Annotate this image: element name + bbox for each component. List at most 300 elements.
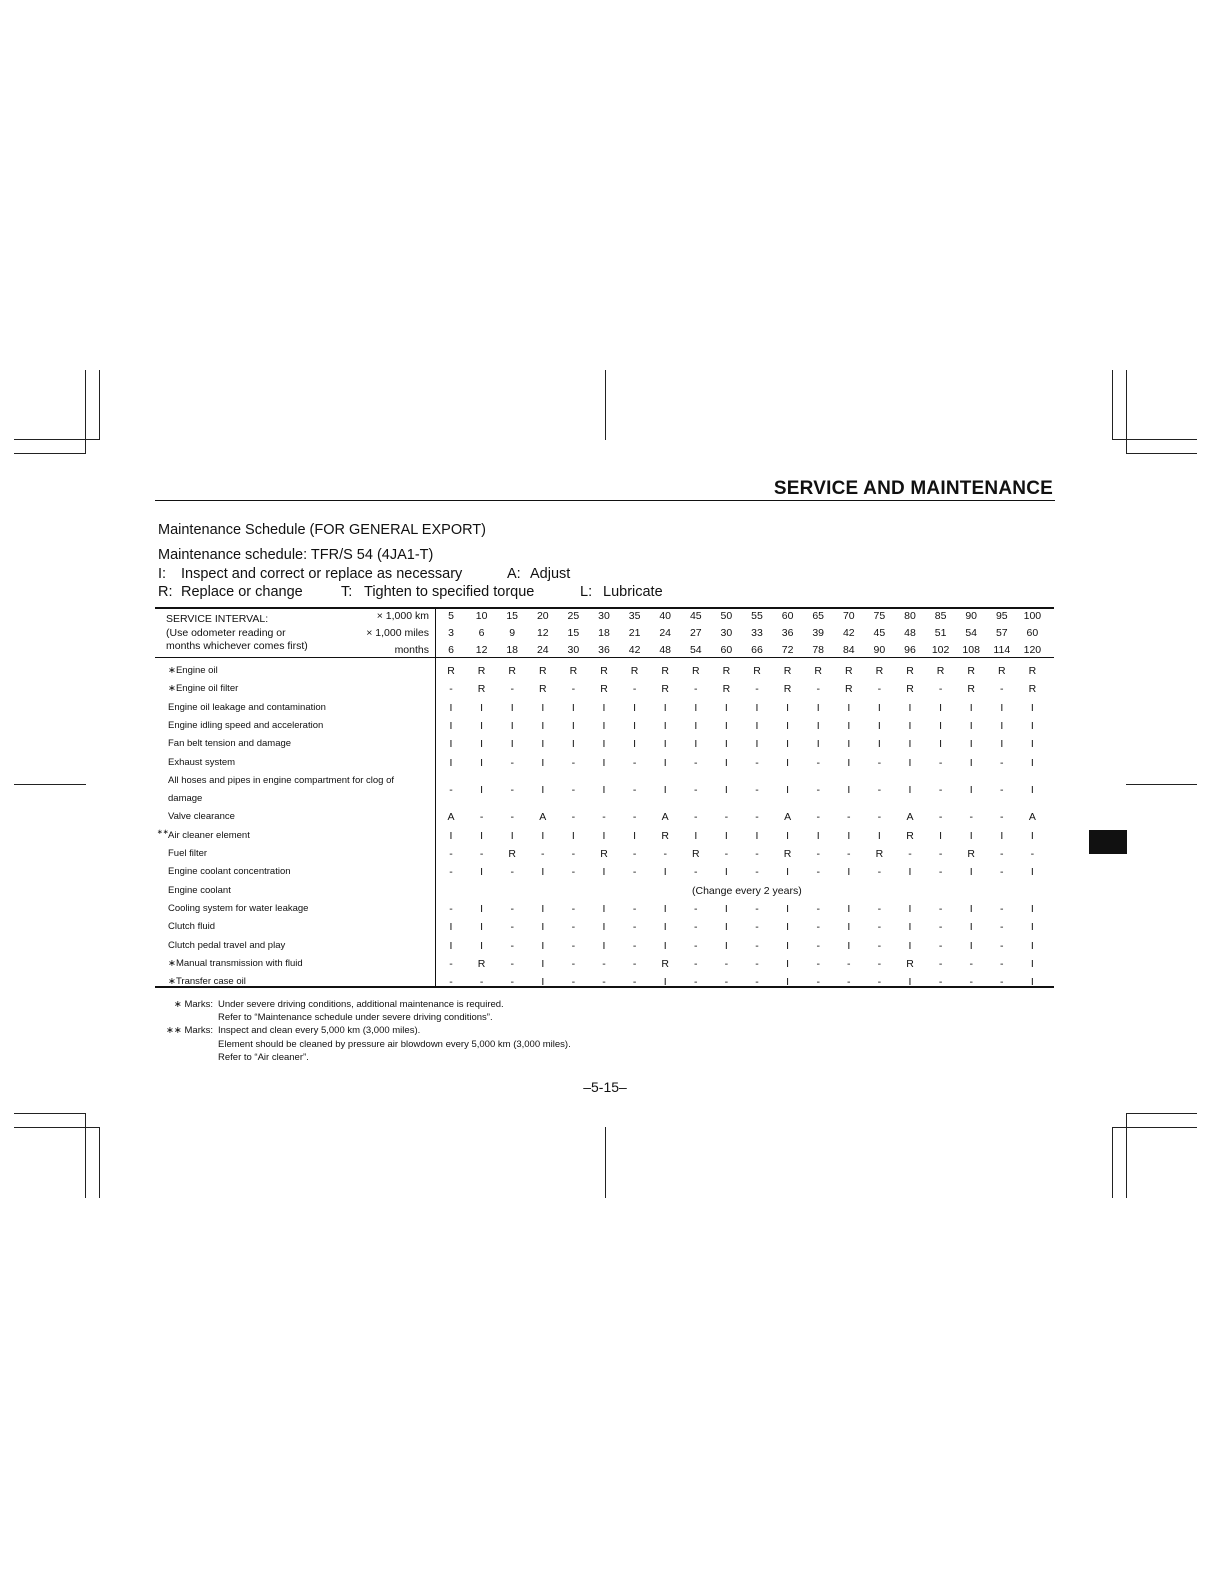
header-miles: 12	[536, 627, 549, 639]
schedule-cell: R	[906, 665, 914, 677]
schedule-cell: I	[541, 976, 545, 989]
schedule-cell: -	[694, 811, 698, 824]
header-miles: 54	[965, 627, 978, 639]
header-km: 55	[751, 610, 763, 622]
schedule-cell: I	[908, 939, 912, 952]
schedule-cell: I	[877, 719, 881, 732]
schedule-cell: I	[724, 738, 728, 751]
schedule-cell: -	[694, 683, 698, 696]
schedule-cell: -	[510, 811, 514, 824]
schedule-cell: R	[967, 683, 975, 696]
schedule-cell: A	[447, 811, 455, 824]
schedule-cell: -	[449, 866, 453, 879]
footnote-line: Element should be cleaned by pressure air blowdown every 5,000 km (3,000 miles).	[218, 1038, 571, 1050]
schedule-cell: R	[845, 683, 853, 696]
item-label: Fan belt tension and damage	[168, 738, 292, 750]
schedule-cell: -	[449, 683, 453, 696]
crop-mark	[1112, 1127, 1197, 1128]
schedule-cell: -	[938, 921, 943, 934]
schedule-cell: -	[816, 811, 820, 824]
header-miles: 9	[509, 627, 516, 639]
schedule-cell: -	[510, 783, 514, 796]
schedule-cell: I	[939, 738, 943, 751]
schedule-cell: I	[969, 756, 973, 769]
schedule-cell: -	[816, 783, 820, 796]
schedule-cell: -	[541, 848, 545, 860]
crop-mark	[14, 439, 100, 440]
schedule-cell: I	[847, 902, 851, 915]
schedule-cell: I	[602, 756, 606, 769]
schedule-cell: -	[877, 902, 882, 915]
header-miles: 3	[448, 627, 454, 639]
schedule-cell: I	[480, 939, 484, 952]
footnote	[165, 998, 571, 1024]
schedule-cell: I	[786, 738, 790, 751]
schedule-cell: R	[539, 665, 547, 677]
schedule-cell: I	[1000, 738, 1004, 751]
schedule-cell: I	[449, 921, 453, 934]
schedule-cell: -	[724, 848, 729, 860]
maintenance-schedule-table	[155, 607, 1054, 988]
schedule-cell: -	[938, 811, 943, 824]
schedule-cell: -	[724, 811, 729, 824]
schedule-cell: -	[510, 957, 514, 970]
schedule-cell: -	[510, 756, 514, 769]
schedule-cell: -	[479, 811, 484, 824]
legend-text: Adjust	[530, 566, 571, 582]
schedule-cell: I	[480, 738, 484, 751]
schedule-cell: -	[1000, 957, 1004, 970]
schedule-cell: I	[1030, 902, 1034, 915]
schedule-cell: I	[449, 756, 453, 769]
interval-label: SERVICE INTERVAL:	[166, 613, 269, 625]
footnote-line: Refer to “Maintenance schedule under severe driving conditions”.	[218, 1012, 493, 1024]
schedule-cell: -	[755, 683, 759, 696]
header-months: 18	[506, 644, 519, 656]
schedule-cell: R	[783, 683, 792, 696]
schedule-cell: I	[602, 902, 606, 915]
schedule-cell: I	[633, 701, 637, 714]
schedule-cell: -	[1000, 866, 1004, 879]
schedule-cell: R	[539, 683, 547, 696]
schedule-cell: I	[1030, 976, 1034, 989]
header-miles: 30	[720, 627, 733, 639]
schedule-cell: -	[449, 976, 453, 989]
legend-adjust	[507, 566, 570, 582]
section-title: SERVICE AND MAINTENANCE	[773, 478, 1053, 499]
header-km: 50	[720, 610, 733, 622]
schedule-cell: -	[877, 811, 882, 824]
header-km: 30	[598, 610, 610, 622]
legend-text: Tighten to specified torque	[364, 584, 535, 600]
schedule-cell: I	[571, 719, 575, 732]
schedule-cell: I	[663, 719, 667, 732]
schedule-cell: -	[632, 866, 637, 879]
item-label: ∗Engine oil filter	[168, 683, 239, 695]
schedule-cell: I	[847, 783, 851, 796]
schedule-cell: -	[755, 976, 759, 989]
schedule-cell: I	[786, 719, 790, 732]
schedule-cell: I	[724, 939, 728, 952]
schedule-cell: I	[847, 829, 851, 842]
header-km: 85	[934, 610, 947, 622]
schedule-cell: -	[510, 939, 514, 952]
schedule-cell: -	[877, 921, 882, 934]
schedule-cell: R	[508, 665, 516, 677]
schedule-cell: -	[938, 957, 943, 970]
schedule-cell: I	[541, 921, 545, 934]
schedule-cell: I	[939, 719, 943, 732]
schedule-cell: I	[969, 701, 973, 714]
header-months: 102	[931, 644, 950, 656]
unit-km: × 1,000 km	[376, 610, 429, 622]
schedule-cell: I	[449, 701, 453, 714]
header-miles: 36	[781, 627, 794, 639]
header-months: 54	[689, 644, 702, 656]
schedule-cell: I	[908, 738, 912, 751]
schedule-cell: A	[1028, 811, 1036, 824]
schedule-cell: R	[447, 665, 455, 677]
schedule-cell: -	[816, 756, 820, 769]
schedule-cell: I	[755, 701, 759, 714]
crop-mark	[14, 1127, 100, 1128]
schedule-cell: -	[632, 783, 637, 796]
schedule-cell: -	[663, 848, 667, 860]
schedule-cell: -	[847, 957, 851, 970]
schedule-cell: -	[877, 976, 882, 989]
crop-mark	[85, 1113, 86, 1198]
header-months: 114	[993, 644, 1011, 656]
item-label: Fuel filter	[168, 848, 208, 859]
schedule-cell: I	[1000, 701, 1004, 714]
schedule-cell: -	[724, 957, 729, 970]
schedule-cell: I	[602, 921, 606, 934]
schedule-cell: -	[602, 811, 606, 824]
legend-replace	[158, 584, 303, 600]
schedule-cell: I	[1000, 719, 1004, 732]
crop-mark	[1112, 370, 1113, 440]
header-miles: 21	[628, 627, 641, 639]
schedule-cell: R	[722, 683, 731, 696]
schedule-cell: -	[877, 957, 882, 970]
schedule-cell: I	[724, 829, 728, 842]
schedule-cell: I	[480, 756, 484, 769]
footnote-mark: ∗ Marks:	[173, 999, 213, 1010]
schedule-cell: I	[480, 719, 484, 732]
schedule-cell: I	[480, 829, 484, 842]
schedule-cell: -	[847, 811, 851, 824]
schedule-cell: R	[661, 665, 669, 677]
schedule-cell: I	[694, 701, 698, 714]
footnote-mark: ∗∗ Marks:	[165, 1025, 213, 1037]
item-label: ∗Transfer case oil	[168, 976, 246, 988]
crop-mark	[1112, 1127, 1113, 1198]
header-km: 35	[628, 610, 641, 622]
legend-key: R:	[158, 584, 173, 600]
schedule-cell: I	[541, 939, 545, 952]
schedule-cell: R	[906, 829, 914, 842]
schedule-cell: -	[755, 957, 759, 970]
header-km: 60	[781, 610, 794, 622]
crop-mark	[99, 370, 100, 440]
schedule-cell: -	[969, 976, 973, 989]
header-months: 96	[904, 644, 916, 656]
schedule-cell: R	[936, 665, 945, 677]
header-km: 100	[1023, 610, 1042, 622]
header-km: 10	[475, 610, 488, 622]
schedule-cell: R	[477, 683, 486, 696]
schedule-cell: I	[1000, 829, 1004, 842]
header-miles: 27	[689, 627, 702, 639]
schedule-cell: -	[694, 957, 698, 970]
schedule-cell: A	[906, 811, 914, 824]
item-label: Engine coolant	[168, 884, 231, 896]
schedule-cell: I	[449, 939, 453, 952]
header-miles: 60	[1026, 627, 1039, 639]
schedule-cell: -	[816, 957, 820, 970]
schedule-cell: I	[1030, 719, 1034, 732]
schedule-cell: -	[938, 902, 943, 915]
schedule-cell: R	[692, 665, 700, 677]
schedule-cell: -	[724, 976, 729, 989]
schedule-cell: I	[541, 738, 545, 751]
schedule-cell: I	[663, 866, 667, 879]
footnote-body	[218, 1024, 571, 1064]
legend-tighten	[341, 584, 534, 600]
schedule-cell: -	[969, 811, 973, 824]
schedule-cell: I	[969, 921, 973, 934]
schedule-cell: I	[847, 921, 851, 934]
schedule-cell: I	[663, 921, 667, 934]
schedule-cell: -	[694, 939, 698, 952]
schedule-cell: I	[847, 738, 851, 751]
schedule-cell: -	[632, 957, 637, 970]
unit-miles: × 1,000 miles	[366, 627, 429, 639]
schedule-cell: -	[847, 848, 851, 860]
schedule-cell: I	[602, 783, 606, 796]
schedule-cell: I	[786, 756, 790, 769]
schedule-cell: R	[661, 829, 669, 842]
table-header-rule	[155, 657, 1054, 658]
schedule-cell: -	[816, 848, 820, 860]
schedule-cell: I	[755, 829, 759, 842]
schedule-cell: -	[877, 683, 882, 696]
schedule-cell: I	[602, 738, 606, 751]
schedule-cell: I	[663, 976, 667, 989]
header-months: 60	[720, 644, 733, 656]
interval-note: (Change every 2 years)	[692, 884, 802, 897]
schedule-cell: -	[632, 848, 637, 860]
header-months: 108	[962, 644, 980, 656]
schedule-cell: I	[816, 738, 820, 751]
schedule-cell: -	[571, 811, 576, 824]
header-months: 24	[536, 644, 549, 656]
schedule-cell: I	[633, 738, 637, 751]
schedule-cell: -	[755, 848, 759, 860]
schedule-cell: -	[694, 976, 698, 989]
schedule-cell: I	[541, 866, 545, 879]
schedule-cell: I	[480, 701, 484, 714]
item-label: Clutch pedal travel and play	[168, 939, 286, 951]
legend-inspect	[158, 566, 462, 582]
schedule-cell: -	[571, 866, 576, 879]
schedule-cell: I	[449, 829, 453, 842]
header-months: 30	[567, 644, 580, 656]
schedule-cell: R	[753, 665, 761, 677]
schedule-cell: -	[571, 756, 576, 769]
legend-key: L:	[580, 584, 593, 600]
header-km: 75	[873, 610, 886, 622]
footnote-line: Inspect and clean every 5,000 km (3,000 miles).	[218, 1025, 421, 1037]
schedule-cell: R	[814, 665, 822, 677]
schedule-cell: -	[877, 866, 882, 879]
schedule-cell: I	[663, 738, 667, 751]
schedule-cell: I	[877, 738, 881, 751]
schedule-cell: -	[755, 939, 759, 952]
schedule-cell: I	[724, 866, 728, 879]
schedule-cell: -	[571, 902, 576, 915]
schedule-cell: -	[571, 848, 576, 860]
schedule-cell: I	[480, 921, 484, 934]
schedule-cell: -	[632, 976, 637, 989]
item-label: damage	[168, 792, 203, 804]
schedule-cell: I	[541, 957, 545, 970]
schedule-cell: R	[1028, 683, 1037, 696]
interval-label: months whichever comes first)	[166, 640, 308, 652]
header-km: 70	[842, 610, 855, 622]
schedule-cell: I	[449, 738, 453, 751]
schedule-cell: I	[1030, 866, 1034, 879]
schedule-cell: -	[877, 756, 882, 769]
schedule-cell: I	[908, 719, 912, 732]
schedule-cell: -	[938, 683, 943, 696]
schedule-cell: -	[755, 902, 759, 915]
schedule-cell: I	[510, 701, 514, 714]
schedule-cell: I	[541, 783, 545, 796]
schedule-cell: I	[602, 829, 606, 842]
schedule-cell: R	[906, 683, 914, 696]
header-km: 80	[904, 610, 916, 622]
header-months: 42	[628, 644, 641, 656]
schedule-cell: I	[541, 756, 545, 769]
schedule-cell: R	[692, 848, 700, 860]
schedule-cell: I	[908, 921, 912, 934]
schedule-cell: I	[939, 829, 943, 842]
header-months: 48	[659, 644, 672, 656]
schedule-cell: R	[906, 957, 914, 970]
schedule-cell: R	[661, 683, 669, 696]
header-km: 90	[965, 610, 978, 622]
schedule-cell: -	[816, 902, 820, 915]
schedule-cell: -	[1000, 921, 1004, 934]
schedule-cell: R	[783, 848, 792, 860]
schedule-cell: I	[816, 701, 820, 714]
header-km: 5	[448, 610, 454, 622]
schedule-cell: -	[632, 683, 637, 696]
schedule-cell: -	[1000, 976, 1004, 989]
schedule-cell: -	[449, 902, 453, 915]
schedule-cell: I	[969, 783, 973, 796]
schedule-cell: -	[694, 921, 698, 934]
crop-mark	[14, 453, 86, 454]
header-km: 20	[536, 610, 549, 622]
schedule-cell: R	[875, 665, 884, 677]
schedule-cell: I	[1030, 783, 1034, 796]
schedule-cell: R	[569, 665, 578, 677]
legend-text: Lubricate	[603, 584, 663, 600]
schedule-cell: I	[877, 701, 881, 714]
item-label: Clutch fluid	[168, 921, 215, 933]
schedule-cell: I	[908, 701, 912, 714]
schedule-cell: -	[938, 756, 943, 769]
schedule-cell: -	[908, 848, 912, 860]
schedule-cell: I	[510, 738, 514, 751]
legend-text: Inspect and correct or replace as necessary	[181, 566, 463, 582]
header-miles: 24	[659, 627, 672, 639]
schedule-cell: I	[449, 719, 453, 732]
double-asterisk-mark: ∗∗	[157, 828, 169, 836]
schedule-cell: R	[783, 665, 792, 677]
schedule-cell: I	[755, 719, 759, 732]
schedule-cell: I	[908, 866, 912, 879]
schedule-cell: -	[816, 683, 820, 696]
item-label: Engine oil leakage and contamination	[168, 701, 326, 713]
legend-lubricate	[580, 584, 663, 600]
schedule-cell: -	[816, 866, 820, 879]
header-months: 120	[1023, 644, 1042, 656]
header-months: 6	[448, 644, 454, 656]
schedule-cell: -	[571, 921, 576, 934]
schedule-cell: R	[600, 665, 608, 677]
header-miles: 6	[478, 627, 485, 639]
schedule-cell: I	[847, 719, 851, 732]
header-miles: 18	[598, 627, 610, 639]
schedule-cell: -	[632, 811, 637, 824]
schedule-cell: -	[938, 783, 943, 796]
schedule-cell: I	[847, 756, 851, 769]
schedule-cell: R	[875, 848, 884, 860]
crop-mark	[14, 784, 86, 785]
schedule-cell: -	[969, 957, 973, 970]
schedule-cell: -	[847, 976, 851, 989]
schedule-cell: R	[661, 957, 669, 970]
schedule-cell: -	[755, 921, 759, 934]
header-km: 40	[659, 610, 672, 622]
schedule-cell: I	[724, 719, 728, 732]
schedule-cell: I	[786, 783, 790, 796]
item-label: All hoses and pipes in engine compartment for clog of	[168, 774, 395, 786]
item-label: Engine coolant concentration	[168, 866, 291, 878]
schedule-cell: I	[480, 783, 484, 796]
schedule-cell: -	[479, 976, 484, 989]
schedule-cell: -	[449, 957, 453, 970]
crop-mark	[1126, 370, 1127, 453]
schedule-cell: I	[1030, 829, 1034, 842]
schedule-cell: I	[847, 939, 851, 952]
schedule-cell: R	[967, 665, 975, 677]
schedule-cell: I	[786, 921, 790, 934]
header-months: 90	[873, 644, 886, 656]
header-km: 65	[812, 610, 825, 622]
schedule-cell: R	[967, 848, 975, 860]
schedule-cell: -	[571, 976, 576, 989]
schedule-cell: R	[600, 848, 608, 860]
header-miles: 42	[842, 627, 855, 639]
schedule-cell: -	[816, 976, 820, 989]
schedule-cell: -	[938, 848, 943, 860]
header-months: 12	[475, 644, 488, 656]
schedule-cell: I	[908, 756, 912, 769]
